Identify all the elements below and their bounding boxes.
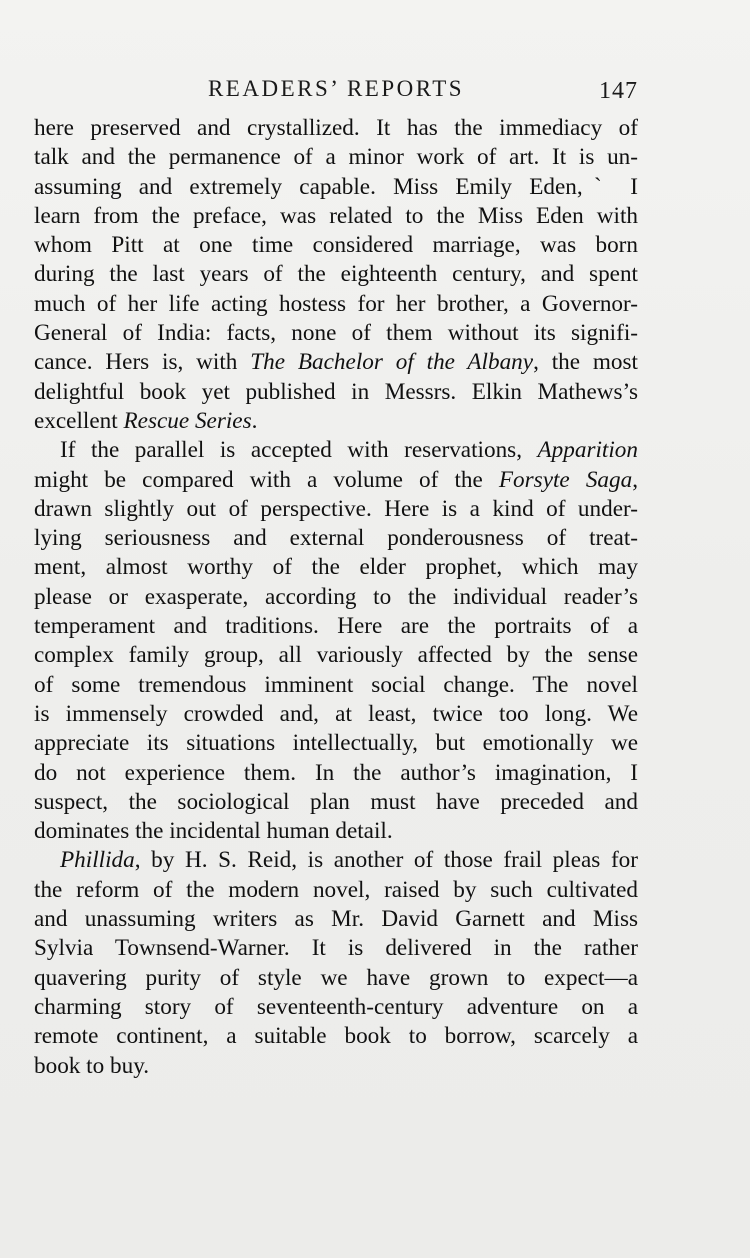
- text-run: assuming and extremely capable. Miss Emily Eden,ˋ I: [34, 173, 638, 200]
- text-line: [34, 846, 638, 875]
- text-line: [34, 583, 638, 612]
- text-run: Sylvia Townsend-Warner. It is delivered in the rather: [34, 935, 638, 962]
- text-run: much of her life acting hostess for her brother, a Governor-: [34, 290, 638, 317]
- text-line: [34, 378, 638, 407]
- text-run: delightful book yet published in Messrs. Elkin Mathews’s: [34, 378, 638, 405]
- text-line: [34, 671, 638, 700]
- running-head: [34, 74, 638, 108]
- text-line: [34, 612, 638, 641]
- text-line: [34, 1052, 638, 1081]
- text-line: [34, 114, 638, 143]
- text-run: dominates the incidental human detail.: [34, 818, 393, 845]
- text-run: talk and the permanence of a minor work of art. It is un-: [34, 144, 638, 171]
- text-run: the reform of the modern novel, raised by such cultivated: [34, 876, 638, 903]
- italic-title: The Bachelor of the Albany: [250, 349, 534, 376]
- italic-title: Apparition: [537, 437, 638, 464]
- text-run: lying seriousness and external ponderousness of treat-: [34, 525, 638, 552]
- text-line: [34, 495, 638, 524]
- text-run: , by H. S. Reid, is another of those frail pleas for: [134, 847, 638, 874]
- text-line: [34, 905, 638, 934]
- text-run: quavering purity of style we have grown to expect—a: [34, 964, 638, 991]
- running-title: READERS’ REPORTS: [207, 76, 465, 101]
- text-line: [34, 173, 638, 202]
- paragraph: [34, 846, 638, 1080]
- text-line: [34, 993, 638, 1022]
- text-line: [34, 319, 638, 348]
- text-run: excellent: [34, 407, 124, 434]
- text-run: book to buy.: [34, 1052, 150, 1079]
- text-line: [34, 1022, 638, 1051]
- text-run: appreciate its situations intellectually, but emotionally we: [34, 730, 638, 757]
- text-line: [34, 641, 638, 670]
- text-line: [34, 290, 638, 319]
- text-line: [34, 876, 638, 905]
- text-line: [34, 407, 638, 436]
- text-line: [34, 202, 638, 231]
- text-line: [34, 817, 638, 846]
- italic-title: Phillida: [60, 847, 135, 874]
- text-run: cance. Hers is, with: [34, 349, 251, 376]
- text-run: of some tremendous imminent social change. The novel: [34, 671, 638, 698]
- text-line: [34, 964, 638, 993]
- italic-title: Forsyte Saga: [498, 466, 633, 493]
- text-line: [34, 934, 638, 963]
- text-line: [34, 466, 638, 495]
- paragraph: [34, 436, 638, 846]
- text-line: [34, 759, 638, 788]
- page-number: 147: [599, 78, 638, 104]
- text-line: [34, 553, 638, 582]
- italic-title: Rescue Series: [123, 407, 252, 434]
- text-run: General of India: facts, none of them without its signifi-: [34, 320, 638, 347]
- text-run: If the parallel is accepted with reservations,: [60, 437, 538, 464]
- text-line: [34, 788, 638, 817]
- text-line: [34, 260, 638, 289]
- paragraph: [34, 114, 638, 436]
- text-run: , the most: [533, 349, 638, 376]
- text-run: ,: [632, 466, 638, 493]
- text-run: do not experience them. In the author’s imagination, I: [34, 759, 638, 786]
- text-run: remote continent, a suitable book to borrow, scarcely a: [34, 1023, 638, 1050]
- text-run: suspect, the sociological plan must have preceded and: [34, 788, 638, 815]
- text-run: temperament and traditions. Here are the portraits of a: [34, 613, 638, 640]
- text-run: learn from the preface, was related to the Miss Eden with: [34, 202, 638, 229]
- text-line: [34, 143, 638, 172]
- text-run: whom Pitt at one time considered marriage, was born: [34, 232, 638, 259]
- text-run: ment, almost worthy of the elder prophet, which may: [34, 554, 638, 581]
- text-run: charming story of seventeenth-century adventure on a: [34, 993, 638, 1020]
- text-run: might be compared with a volume of the: [34, 466, 499, 493]
- text-line: [34, 729, 638, 758]
- text-line: [34, 348, 638, 377]
- text-run: here preserved and crystallized. It has the immediacy of: [34, 115, 638, 141]
- body-text: [34, 114, 638, 1081]
- text-line: [34, 231, 638, 260]
- text-run: is immensely crowded and, at least, twice too long. We: [34, 700, 638, 727]
- text-run: complex family group, all variously affected by the sense: [34, 642, 638, 669]
- text-run: drawn slightly out of perspective. Here is a kind of under-: [34, 495, 638, 522]
- text-line: [34, 436, 638, 465]
- text-run: .: [251, 407, 258, 434]
- text-run: please or exasperate, according to the individual reader’s: [34, 583, 638, 610]
- text-run: during the last years of the eighteenth century, and spent: [34, 261, 638, 288]
- text-run: and unassuming writers as Mr. David Garnett and Miss: [34, 906, 638, 933]
- text-line: [34, 700, 638, 729]
- text-line: [34, 524, 638, 553]
